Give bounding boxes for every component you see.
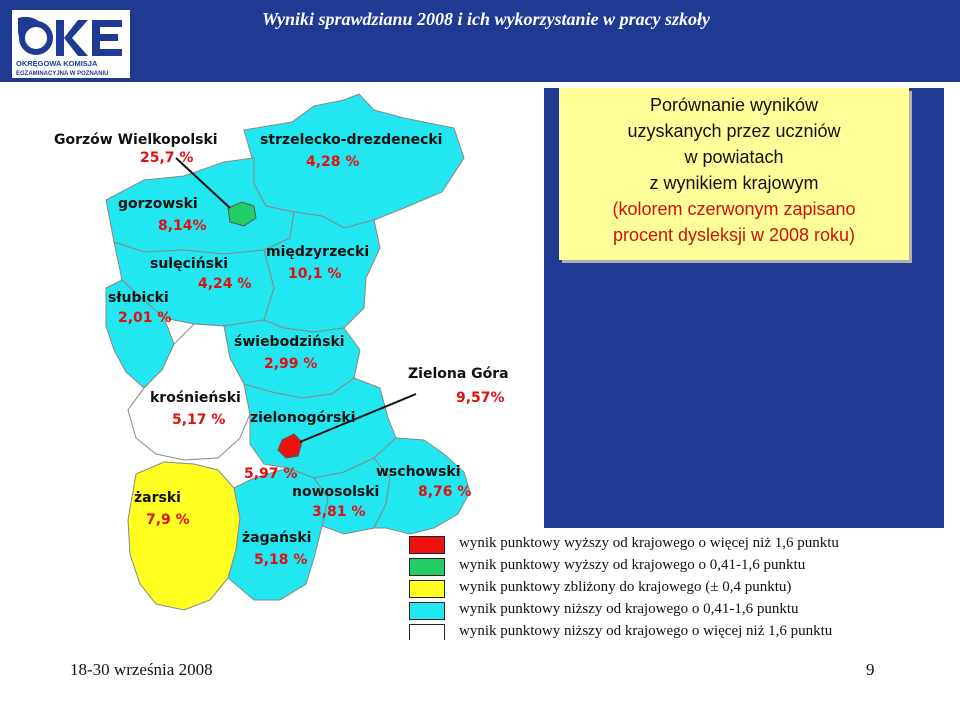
title-line-3: w powiatach <box>684 147 784 167</box>
legend-row <box>409 622 939 640</box>
legend-row <box>409 578 939 600</box>
label-sulecinski: sulęciński <box>150 256 229 272</box>
value-gorzowski: 8,14% <box>158 218 207 234</box>
legend-row <box>409 534 939 556</box>
value-zaganski: 5,18 % <box>254 552 308 568</box>
title-line-1: Porównanie wyników <box>649 95 819 115</box>
legend-swatch <box>409 536 445 554</box>
legend <box>409 534 939 640</box>
value-zarski: 7,9 % <box>146 512 190 528</box>
label-wschowski: wschowski <box>376 464 461 480</box>
value-zielona-gora-city: 9,57% <box>456 390 505 406</box>
value-zielonogorski: 5,97 % <box>244 466 298 482</box>
value-strzelecko: 4,28 % <box>306 154 360 170</box>
legend-label: wynik punktowy wyższy od krajowego o 0,41-1,6 punktu <box>459 557 806 573</box>
slide-content <box>44 88 944 640</box>
title-box <box>559 88 909 260</box>
footer-date: 18-30 września 2008 <box>70 660 213 679</box>
legend-label: wynik punktowy niższy od krajowego o więcej niż 1,6 punktu <box>459 623 833 639</box>
title-line-4: z wynikiem krajowym <box>649 173 819 193</box>
value-miedzyrzecki: 10,1 % <box>288 266 342 282</box>
label-zielonogorski: zielonogórski <box>250 410 356 426</box>
value-swiebodzinski: 2,99 % <box>264 356 318 372</box>
page-number: 9 <box>866 660 875 679</box>
value-wschowski: 8,76 % <box>418 484 472 500</box>
value-sulecinski: 4,24 % <box>198 276 252 292</box>
title-line-2: uzyskanych przez uczniów <box>627 121 841 141</box>
header-title: Wyniki sprawdzianu 2008 i ich wykorzystanie w pracy szkoły <box>262 9 711 29</box>
legend-row <box>409 556 939 578</box>
legend-label: wynik punktowy wyższy od krajowego o więcej niż 1,6 punktu <box>459 535 839 551</box>
legend-swatch <box>409 558 445 576</box>
label-strzelecko: strzelecko-drezdenecki <box>260 132 443 148</box>
legend-label: wynik punktowy zbliżony do krajowego (± 0,4 punktu) <box>459 579 792 595</box>
label-miedzyrzecki: międzyrzecki <box>266 244 370 260</box>
label-slubicki: słubicki <box>108 290 169 306</box>
legend-swatch <box>409 624 445 640</box>
label-gorzowski: gorzowski <box>118 196 198 212</box>
value-krosnienski: 5,17 % <box>172 412 226 428</box>
title-line-6: procent dysleksji w 2008 roku) <box>612 225 856 245</box>
title-line-5: (kolorem czerwonym zapisano <box>612 199 856 219</box>
label-zarski: żarski <box>134 490 181 506</box>
label-nowosolski: nowosolski <box>292 484 380 500</box>
label-zielona-gora-city: Zielona Góra <box>408 366 509 382</box>
header-bar <box>0 0 960 82</box>
oke-logo <box>12 10 130 78</box>
logo-subtitle-2: EGZAMINACYJNA W POZNANIU <box>16 71 109 77</box>
label-zaganski: żagański <box>242 530 312 546</box>
label-swiebodzinski: świebodziński <box>234 334 345 350</box>
legend-label: wynik punktowy niższy od krajowego o 0,41-1,6 punktu <box>459 601 799 617</box>
legend-swatch <box>409 602 445 620</box>
legend-row <box>409 600 939 622</box>
value-gorzow-city: 25,7 % <box>140 150 194 166</box>
legend-swatch <box>409 580 445 598</box>
label-krosnienski: krośnieński <box>150 390 241 406</box>
value-slubicki: 2,01 % <box>118 310 172 326</box>
label-gorzow-city: Gorzów Wielkopolski <box>54 132 218 148</box>
value-nowosolski: 3,81 % <box>312 504 366 520</box>
logo-subtitle-1: OKRĘGOWA KOMISJA <box>16 59 98 68</box>
